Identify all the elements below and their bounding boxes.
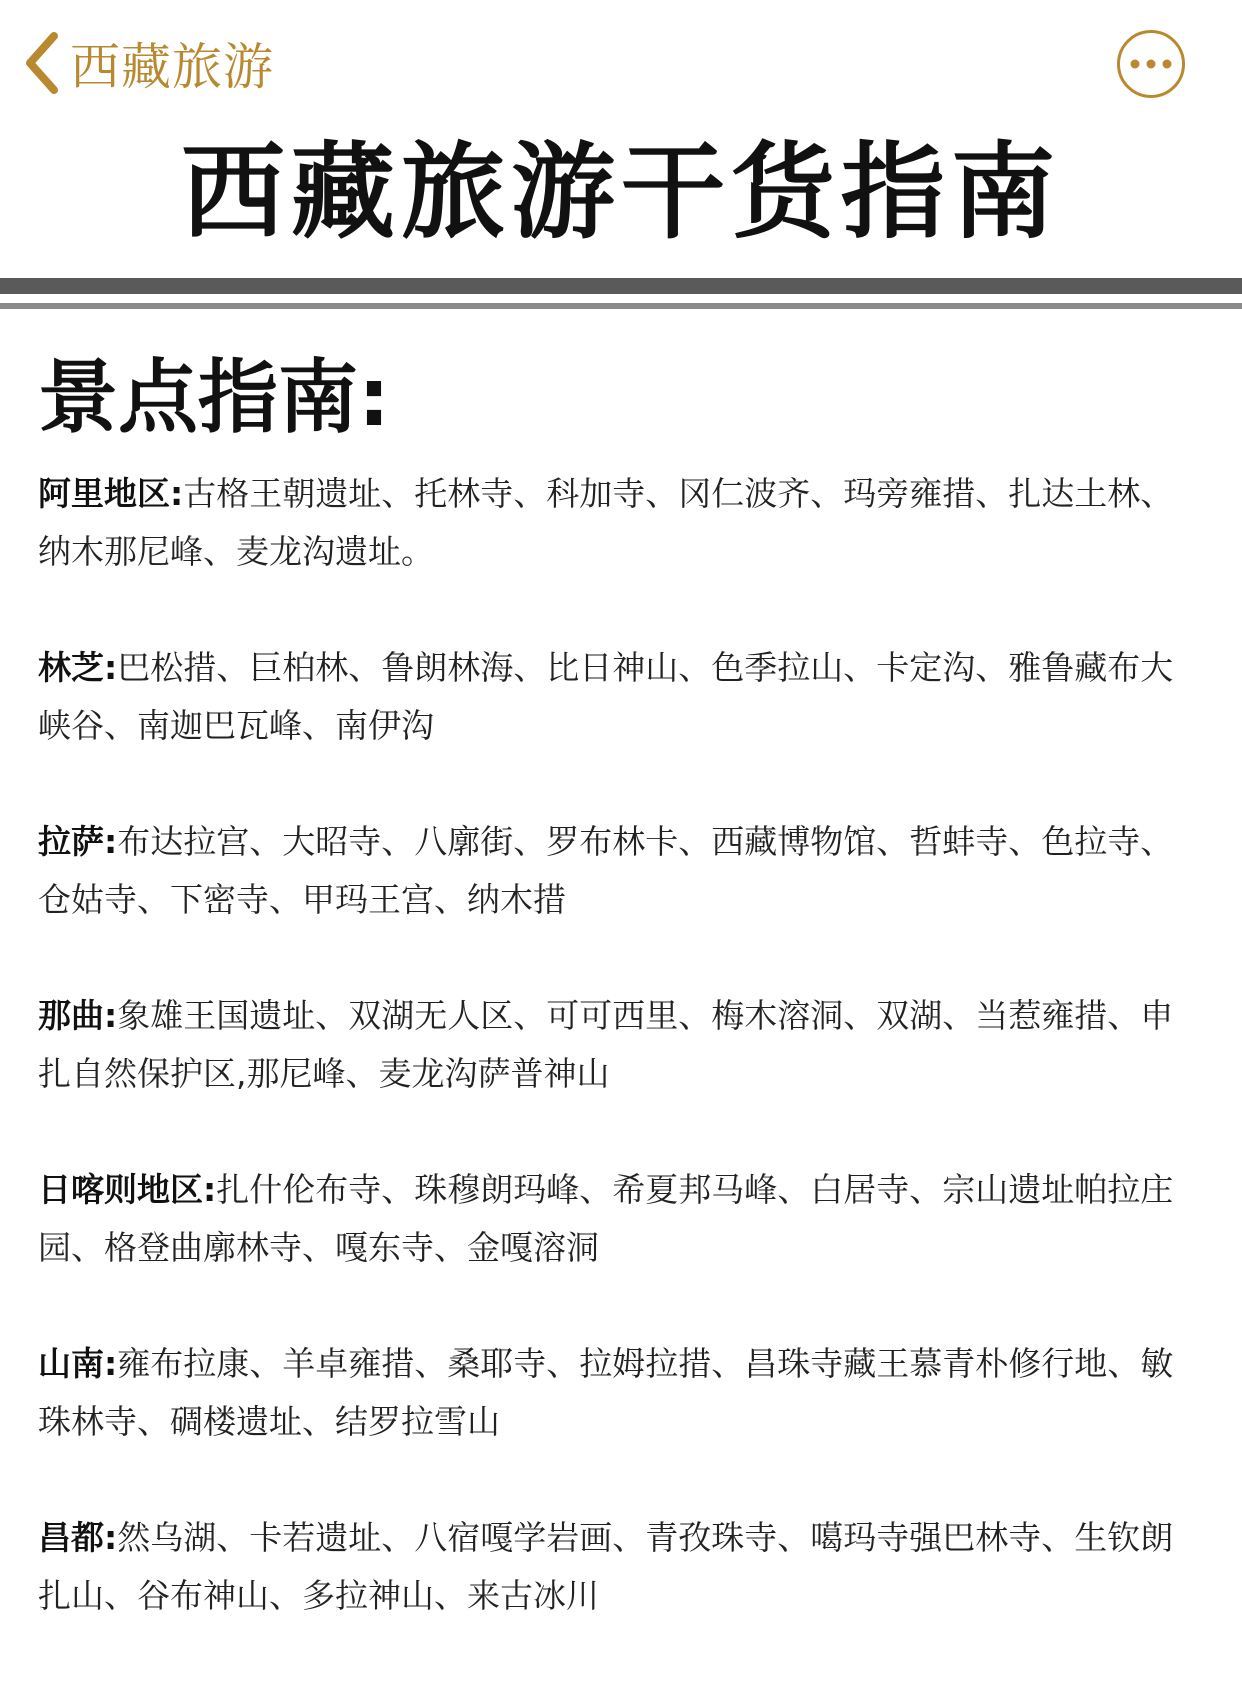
region-spots: 然乌湖、卡若遗址、八宿嘎学岩画、青孜珠寺、噶玛寺强巴林寺、生钦朗扎山、谷布神山、多拉神山、来古冰川: [38, 1518, 1174, 1615]
region-spots: 古格王朝遗址、托林寺、科加寺、冈仁波齐、玛旁雍措、扎达土林、纳木那尼峰、麦龙沟遗址。: [38, 474, 1174, 571]
divider-thin: [0, 303, 1242, 309]
back-title[interactable]: 西藏旅游: [70, 38, 274, 96]
more-button[interactable]: [1117, 30, 1185, 98]
region-name: 拉萨:: [38, 822, 118, 861]
region-name: 林芝:: [38, 648, 118, 687]
chevron-left-icon: [24, 32, 60, 94]
region-item: [38, 813, 1188, 929]
region-spots: 扎什伦布寺、珠穆朗玛峰、希夏邦马峰、白居寺、宗山遗址帕拉庄园、格登曲廓林寺、嘎东寺、金嘎溶洞: [38, 1170, 1174, 1267]
region-spots: 雍布拉康、羊卓雍措、桑耶寺、拉姆拉措、昌珠寺藏王慕青朴修行地、敏珠林寺、碉楼遗址、结罗拉雪山: [38, 1344, 1174, 1441]
region-name: 那曲:: [38, 996, 118, 1035]
region-spots: 巴松措、巨柏林、鲁朗林海、比日神山、色季拉山、卡定沟、雅鲁藏布大峡谷、南迦巴瓦峰、南伊沟: [38, 648, 1174, 745]
more-dots-icon: [1129, 59, 1173, 69]
divider-thick: [0, 278, 1242, 294]
region-name: 日喀则地区:: [38, 1170, 217, 1209]
region-spots: 布达拉宫、大昭寺、八廓街、罗布林卡、西藏博物馆、哲蚌寺、色拉寺、仓姑寺、下密寺、甲玛王宫、纳木措: [38, 822, 1174, 919]
region-name: 阿里地区:: [38, 474, 184, 513]
back-button[interactable]: [24, 28, 274, 98]
section-heading: 景点指南:: [38, 351, 390, 444]
region-item: [38, 1161, 1188, 1277]
page-title: 西藏旅游干货指南: [180, 131, 1061, 253]
region-item: [38, 639, 1188, 755]
top-bar: [0, 0, 1242, 125]
region-name: 山南:: [38, 1344, 118, 1383]
region-item: [38, 987, 1188, 1103]
region-item: [38, 1509, 1188, 1625]
region-item: [38, 1335, 1188, 1451]
region-item: [38, 465, 1188, 581]
region-name: 昌都:: [38, 1518, 118, 1557]
region-list: [38, 465, 1188, 1683]
region-spots: 象雄王国遗址、双湖无人区、可可西里、梅木溶洞、双湖、当惹雍措、申扎自然保护区,那尼峰、麦龙沟萨普神山: [38, 996, 1174, 1093]
